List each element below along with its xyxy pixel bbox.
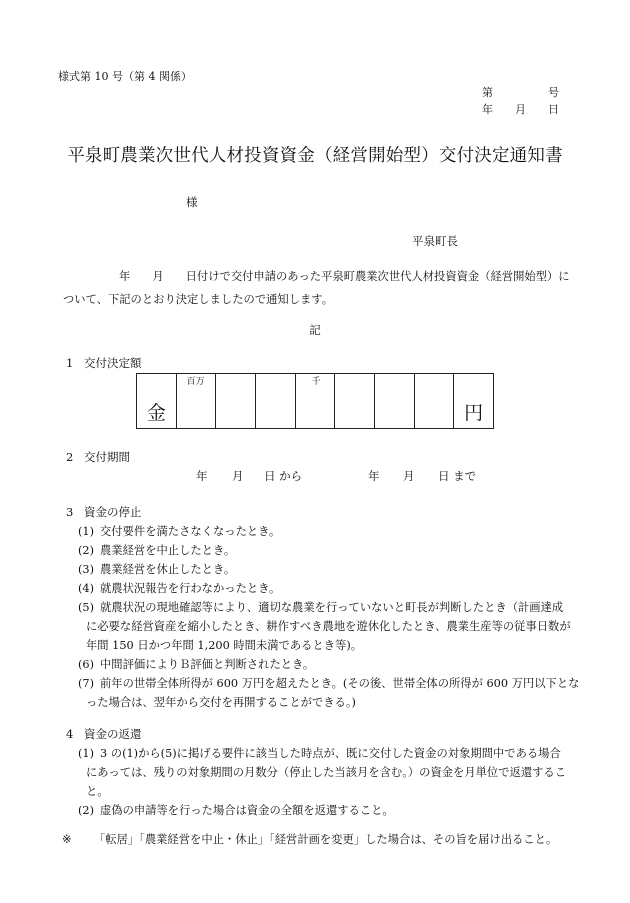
issuer: 平泉町長 [412, 234, 458, 248]
amount-cell: 円 [454, 374, 494, 429]
section-3-title: 資金の停止 [84, 505, 142, 519]
section-2-heading [66, 450, 130, 464]
list-item-continuation: に必要な経営資産を縮小したとき、耕作すべき農地を遊休化したとき、農業生産等の従事日数が [86, 620, 571, 633]
document-title: 平泉町農業次世代人材投資資金（経営開始型）交付決定通知書 [67, 146, 563, 166]
section-1-number: 1 [66, 356, 74, 370]
section-3-number: 3 [66, 505, 74, 519]
amount-cell [374, 374, 414, 429]
amount-cell: 百万 [176, 374, 216, 429]
amount-cell [414, 374, 454, 429]
list-item-continuation: 年間 150 日かつ年間 1,200 時間未満であるとき等)。 [86, 639, 363, 652]
section-4-title: 資金の返還 [84, 727, 142, 741]
footnote [62, 833, 558, 846]
number-dai: 第 [482, 86, 493, 99]
amount-cell [255, 374, 295, 429]
intro-year: 年 [119, 270, 131, 283]
list-item-continuation: と。 [86, 785, 109, 798]
period-from-day: 日 から [264, 469, 303, 483]
note-mark: ※ [62, 833, 72, 846]
section-1-title: 交付決定額 [84, 356, 142, 370]
list-item-continuation: にあっては、残りの対象期間の月数分（停止した当該月を含む。）の資金を月単位で返還するこ [86, 766, 567, 779]
section-3-heading [66, 505, 142, 519]
amount-cell [335, 374, 375, 429]
list-item-continuation: った場合は、翌年から交付を再開することができる。) [86, 696, 356, 709]
date-month: 月 [515, 103, 526, 116]
note-text: 「転居」「農業経営を中止・休止」「経営計画を変更」した場合は、その旨を届け出ること。 [94, 833, 558, 846]
ki-heading: 記 [309, 323, 321, 337]
section-4-heading [66, 727, 142, 741]
intro-line1: 日付けで交付申請のあった平泉町農業次世代人材投資資金（経営開始型）に [185, 270, 570, 283]
document-number [482, 86, 559, 99]
amount-cell: 金 [137, 374, 177, 429]
amount-table [136, 373, 494, 429]
period-to-day: 日 まで [438, 469, 477, 483]
amount-cell: 千 [295, 374, 335, 429]
intro-line2: ついて、下記のとおり決定しましたので通知します。 [63, 293, 333, 306]
period-from-month: 月 [232, 469, 244, 483]
section-2-title: 交付期間 [84, 450, 130, 464]
section-1-heading [66, 356, 142, 370]
addressee: 様 [186, 195, 198, 209]
period-to-month: 月 [403, 469, 415, 483]
intro-month: 月 [152, 270, 164, 283]
number-go: 号 [548, 86, 559, 99]
date-year: 年 [482, 103, 493, 116]
period-to-year: 年 [368, 469, 380, 483]
section-4-number: 4 [66, 727, 74, 741]
section-2-number: 2 [66, 450, 74, 464]
form-label: 様式第 10 号（第 4 関係） [58, 70, 192, 83]
period-from-year: 年 [196, 469, 208, 483]
date-day: 日 [548, 103, 559, 116]
intro-paragraph [63, 265, 583, 311]
amount-cell [216, 374, 256, 429]
